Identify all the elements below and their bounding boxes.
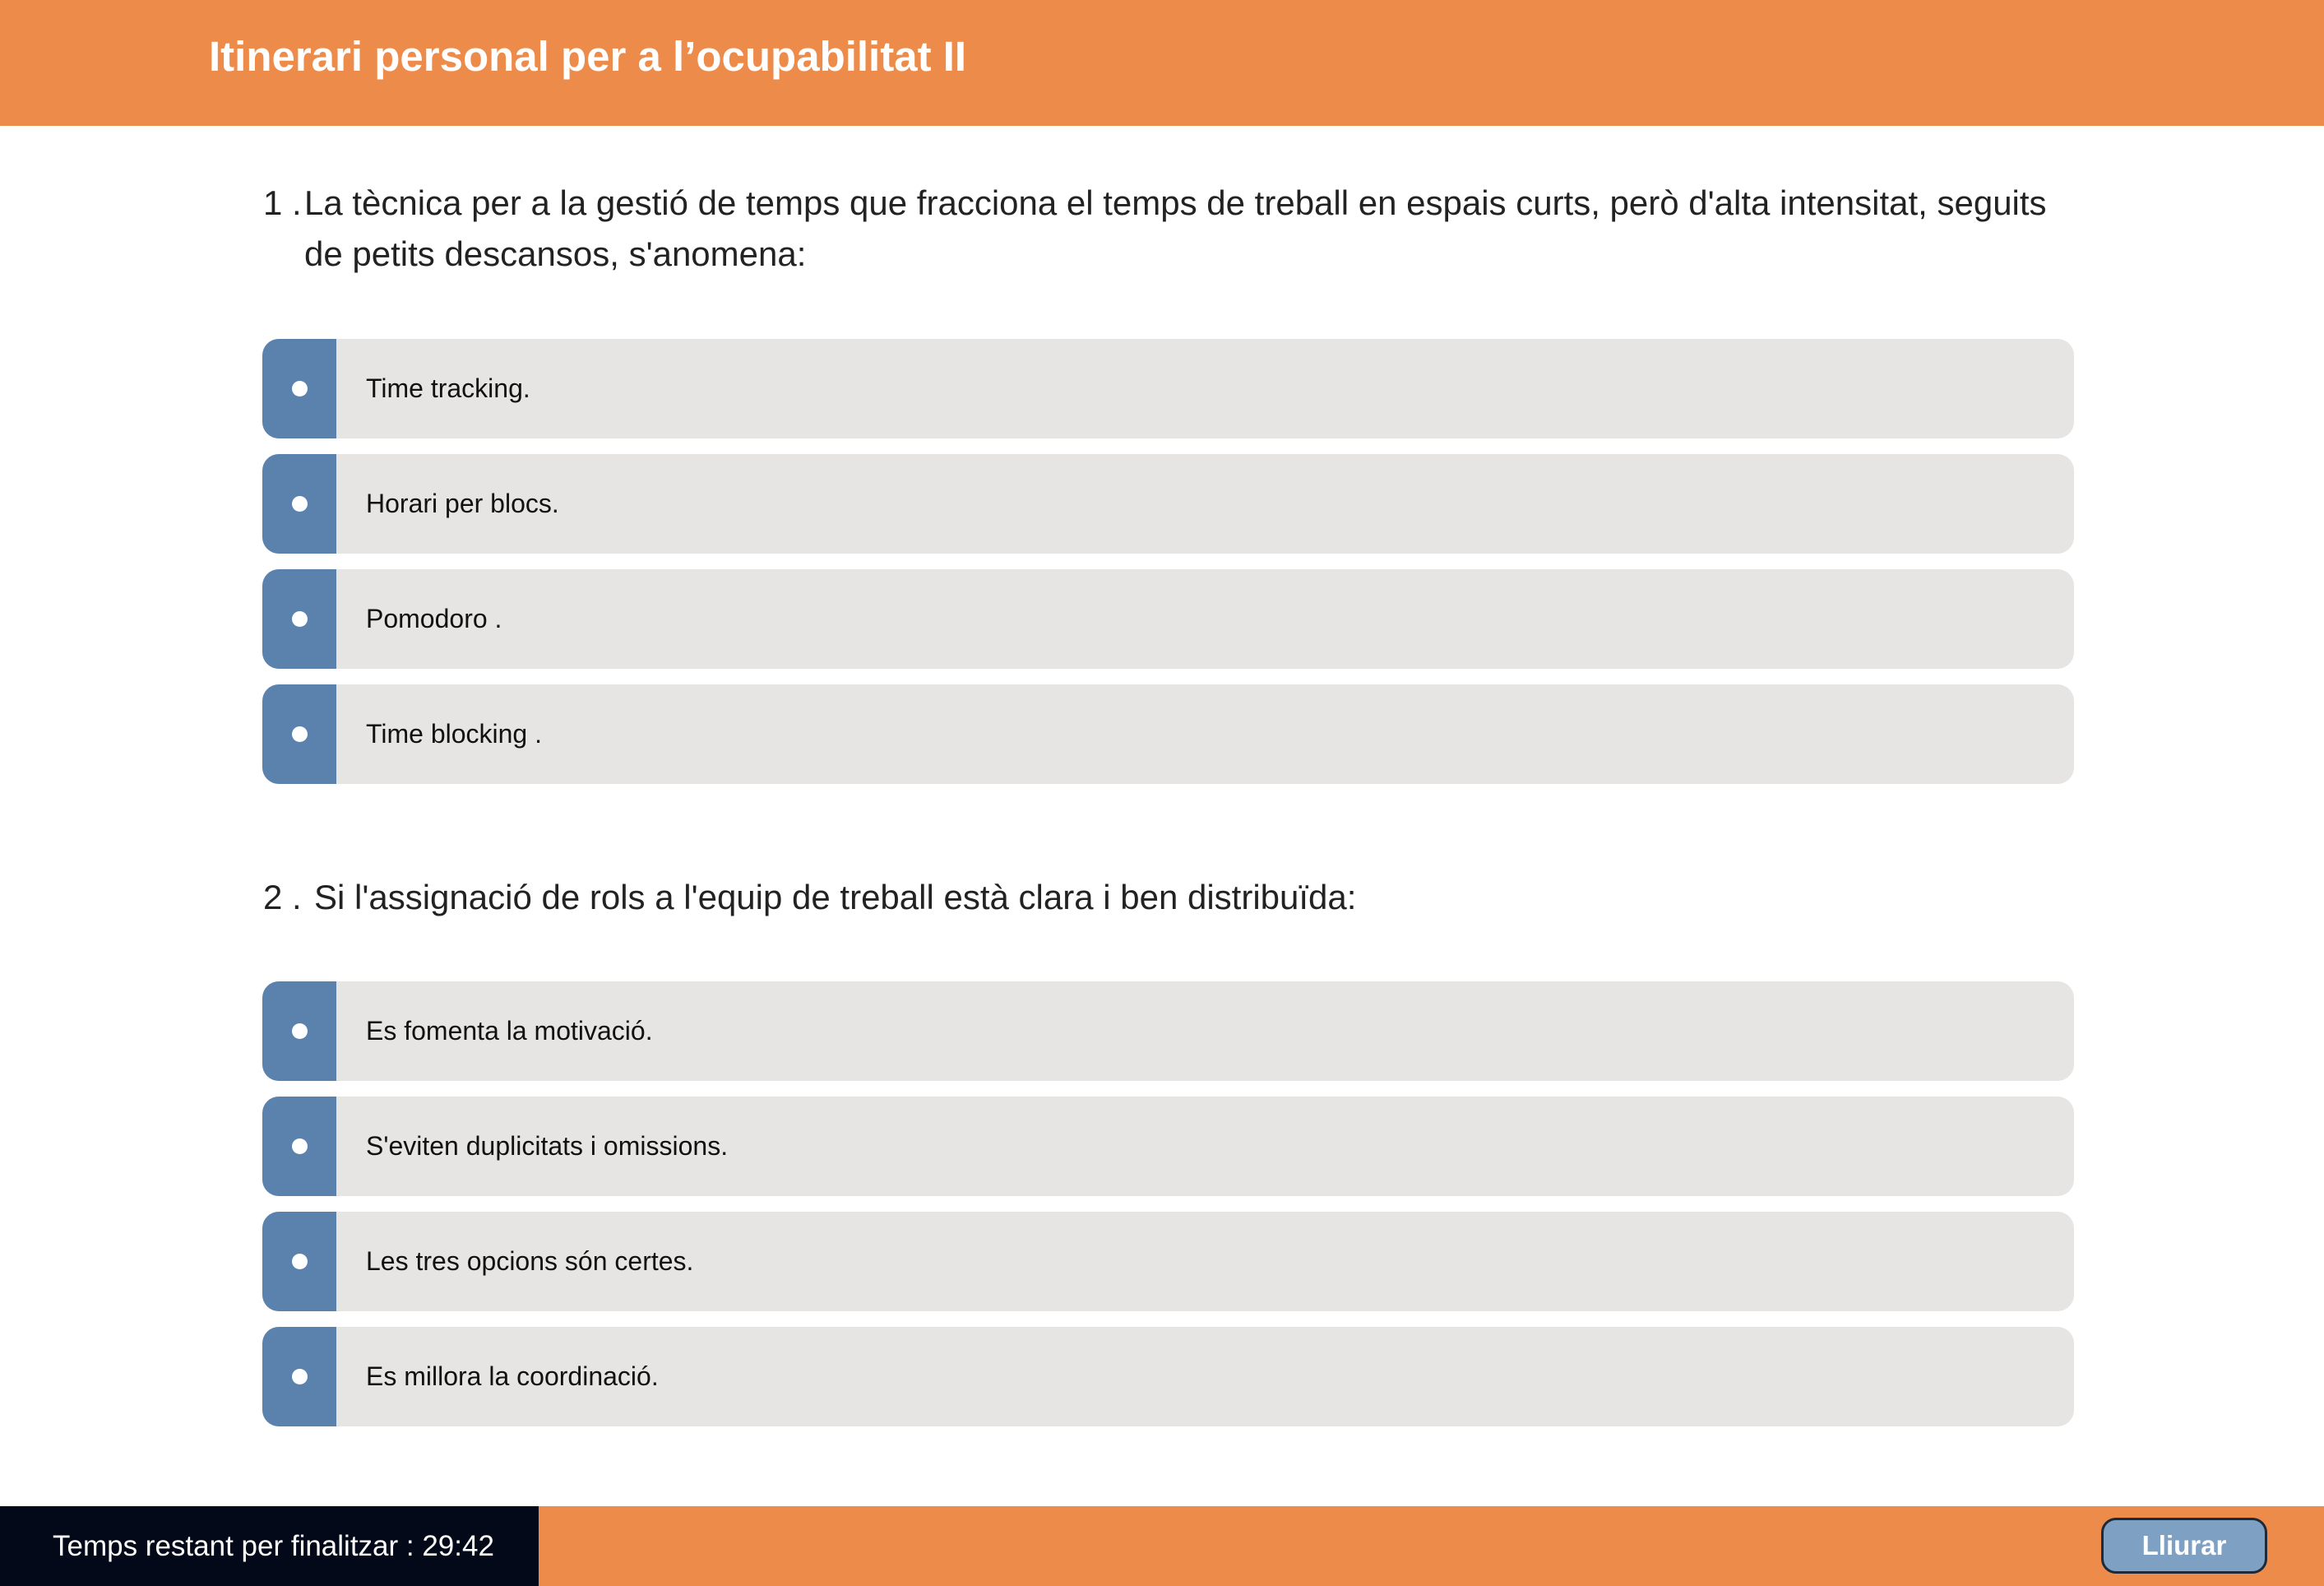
answer-option[interactable] <box>262 1327 2074 1426</box>
answer-option[interactable] <box>262 1212 2074 1311</box>
radio-button[interactable] <box>262 454 336 554</box>
question-2 <box>263 872 2072 923</box>
radio-dot-icon <box>292 611 308 627</box>
submit-button[interactable]: Lliurar <box>2101 1518 2267 1574</box>
option-label: Es fomenta la motivació. <box>366 1016 653 1046</box>
radio-button[interactable] <box>262 569 336 669</box>
radio-dot-icon <box>292 496 308 512</box>
page-title: Itinerari personal per a l’ocupabilitat II <box>209 33 967 80</box>
radio-dot-icon <box>292 1254 308 1269</box>
radio-button[interactable] <box>262 684 336 784</box>
question-number: 2 . <box>263 878 302 916</box>
remaining-time-text: Temps restant per finalitzar : 29:42 <box>53 1530 494 1562</box>
question-1 <box>263 178 2072 280</box>
answer-option[interactable] <box>262 981 2074 1081</box>
radio-button[interactable] <box>262 981 336 1081</box>
option-label: Time blocking . <box>366 719 542 749</box>
answer-option[interactable] <box>262 454 2074 554</box>
question-text: La tècnica per a la gestió de temps que fracciona el temps de treball en espais curts, però d'alta intensitat, seguits de petits descansos, s'anomena: <box>304 183 2047 273</box>
radio-dot-icon <box>292 726 308 742</box>
radio-button[interactable] <box>262 1212 336 1311</box>
radio-dot-icon <box>292 1369 308 1384</box>
radio-button[interactable] <box>262 1097 336 1196</box>
timer-panel <box>0 1506 539 1586</box>
option-label: Pomodoro . <box>366 604 502 633</box>
answer-option[interactable] <box>262 569 2074 669</box>
option-label: Es millora la coordinació. <box>366 1361 659 1391</box>
footer-bar <box>539 1506 2324 1586</box>
radio-dot-icon <box>292 381 308 396</box>
radio-dot-icon <box>292 1023 308 1039</box>
question-number: 1 . <box>263 183 302 222</box>
option-label: S'eviten duplicitats i omissions. <box>366 1131 729 1161</box>
answer-option[interactable] <box>262 684 2074 784</box>
answer-option[interactable] <box>262 1097 2074 1196</box>
question-text: Si l'assignació de rols a l'equip de treball està clara i ben distribuïda: <box>314 878 1357 916</box>
answer-option[interactable] <box>262 339 2074 438</box>
radio-button[interactable] <box>262 1327 336 1426</box>
option-label: Les tres opcions són certes. <box>366 1246 694 1276</box>
option-label: Time tracking. <box>366 373 530 403</box>
radio-button[interactable] <box>262 339 336 438</box>
radio-dot-icon <box>292 1138 308 1154</box>
header-bar <box>0 0 2324 126</box>
option-label: Horari per blocs. <box>366 489 559 518</box>
